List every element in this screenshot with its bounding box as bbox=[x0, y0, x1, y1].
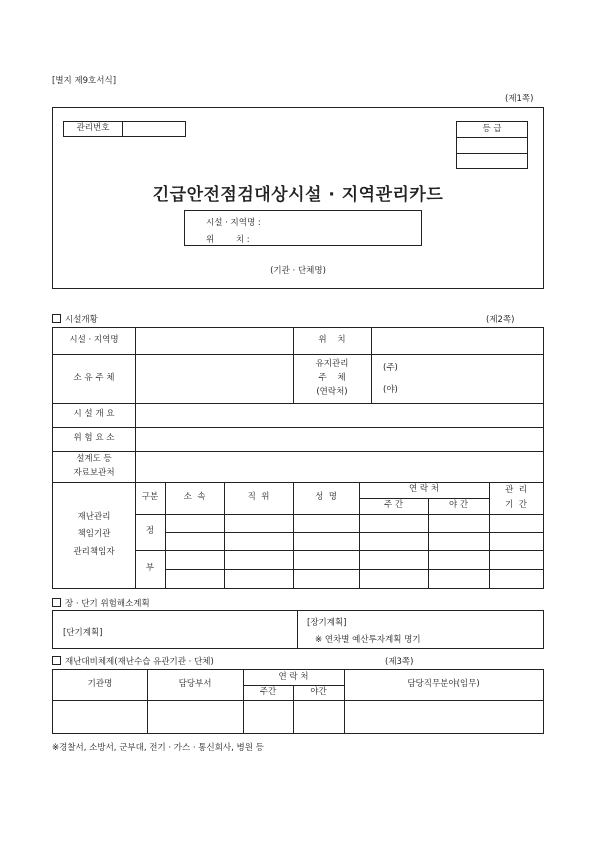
maint-entity-line1: 유지관리 bbox=[315, 358, 349, 369]
department-header: 담당부서 bbox=[178, 679, 212, 690]
contact-header: 연 락 처 bbox=[408, 484, 440, 495]
checkbox-icon bbox=[52, 314, 61, 323]
contact-day-header: 주 간 bbox=[383, 500, 404, 511]
section1-title-text: 시설개황 bbox=[65, 315, 98, 325]
mgmt-no-label-cell bbox=[63, 121, 123, 137]
form-number-label: [별지 제9호서식] bbox=[52, 76, 117, 86]
overview-field[interactable] bbox=[136, 404, 542, 427]
period-header bbox=[489, 482, 543, 514]
grade-box bbox=[456, 121, 528, 169]
affiliation-header: 소 속 bbox=[183, 492, 206, 503]
design-storage-field[interactable] bbox=[136, 452, 542, 482]
section3-title bbox=[52, 655, 214, 667]
grade-field-1[interactable] bbox=[457, 138, 527, 153]
division-header: 구분 bbox=[141, 492, 159, 503]
facility-info-box bbox=[184, 210, 422, 246]
primary-row-label: 정 bbox=[145, 526, 155, 537]
night-contact-label: (야) bbox=[383, 385, 398, 395]
responsible-header bbox=[53, 482, 135, 588]
owner-header: 소 유 주 체 bbox=[73, 372, 115, 383]
responsible-line3: 관리책임자 bbox=[73, 546, 115, 557]
disaster-response-table bbox=[52, 669, 544, 734]
agency-name: (기관 · 단체명) bbox=[270, 266, 326, 276]
card-title: 긴급안전점검대상시설 · 지역관리카드 bbox=[152, 185, 444, 205]
maint-entity-line3: (연락처) bbox=[316, 387, 348, 398]
page-number-1: (제1쪽) bbox=[505, 94, 534, 104]
hazard-header: 위 험 요 소 bbox=[73, 433, 115, 444]
grade-label: 등 급 bbox=[482, 123, 502, 134]
name-header: 성 명 bbox=[315, 492, 337, 503]
duty-header: 담당직무분야(임무) bbox=[407, 679, 480, 690]
facility-overview-table bbox=[52, 327, 544, 589]
maint-entity-line2: 주 체 bbox=[318, 372, 346, 383]
contact-night-header: 야 간 bbox=[448, 500, 469, 511]
card-box bbox=[52, 107, 544, 289]
period-line1: 관 리 bbox=[505, 485, 527, 496]
period-line2: 기 간 bbox=[505, 499, 527, 510]
design-storage-header bbox=[53, 451, 135, 482]
mgmt-no-label: 관리번호 bbox=[76, 123, 110, 134]
agency-header: 기관명 bbox=[87, 679, 113, 690]
short-term-label: [단기계획] bbox=[63, 628, 103, 638]
section1-title bbox=[52, 313, 98, 325]
facility-name-header: 시설 · 지역명 bbox=[69, 335, 119, 346]
checkbox-icon bbox=[52, 598, 61, 607]
long-term-note: ※ 연차별 예산투자계획 명기 bbox=[315, 635, 421, 645]
facility-name-label: 시설 · 지역명 : bbox=[206, 218, 261, 228]
location-header: 위 치 bbox=[318, 335, 346, 346]
section2-title-text: 장 · 단기 위험해소계획 bbox=[65, 599, 150, 609]
contact-header: 연 락 처 bbox=[278, 671, 309, 682]
position-header: 직 위 bbox=[247, 492, 270, 503]
checkbox-icon bbox=[52, 656, 61, 665]
contact-day-header: 주간 bbox=[259, 686, 277, 697]
responsible-line1: 재난관리 bbox=[77, 512, 111, 523]
design-storage-line1: 설계도 등 bbox=[76, 453, 112, 464]
responsible-line2: 책임기관 bbox=[77, 529, 111, 540]
day-contact-label: (주) bbox=[383, 363, 398, 373]
location-field[interactable] bbox=[372, 328, 542, 354]
design-storage-line2: 자료보관처 bbox=[73, 468, 115, 478]
owner-field[interactable] bbox=[136, 355, 293, 403]
maint-entity-header bbox=[293, 354, 371, 403]
page-number-2: (제2쪽) bbox=[486, 315, 515, 325]
page-number-3: (제3쪽) bbox=[385, 657, 414, 667]
grade-field-2[interactable] bbox=[457, 154, 527, 168]
section2-title bbox=[52, 597, 150, 609]
mgmt-no-field[interactable] bbox=[122, 121, 186, 137]
facility-name-field[interactable] bbox=[136, 328, 293, 354]
long-term-label: [장기계획] bbox=[307, 618, 347, 628]
deputy-row-label: 부 bbox=[145, 563, 155, 574]
overview-header: 시 설 개 요 bbox=[73, 409, 115, 420]
footnote: ※경찰서, 소방서, 군부대, 전기 · 가스 · 통신회사, 병원 등 bbox=[52, 743, 264, 753]
contact-night-header: 야간 bbox=[310, 686, 327, 697]
location-label: 위 치 : bbox=[206, 235, 250, 245]
risk-plan-table bbox=[52, 610, 544, 649]
section3-title-text: 재난대비체제(재난수습 유관기관 · 단체) bbox=[65, 657, 214, 667]
hazard-field[interactable] bbox=[136, 428, 542, 451]
